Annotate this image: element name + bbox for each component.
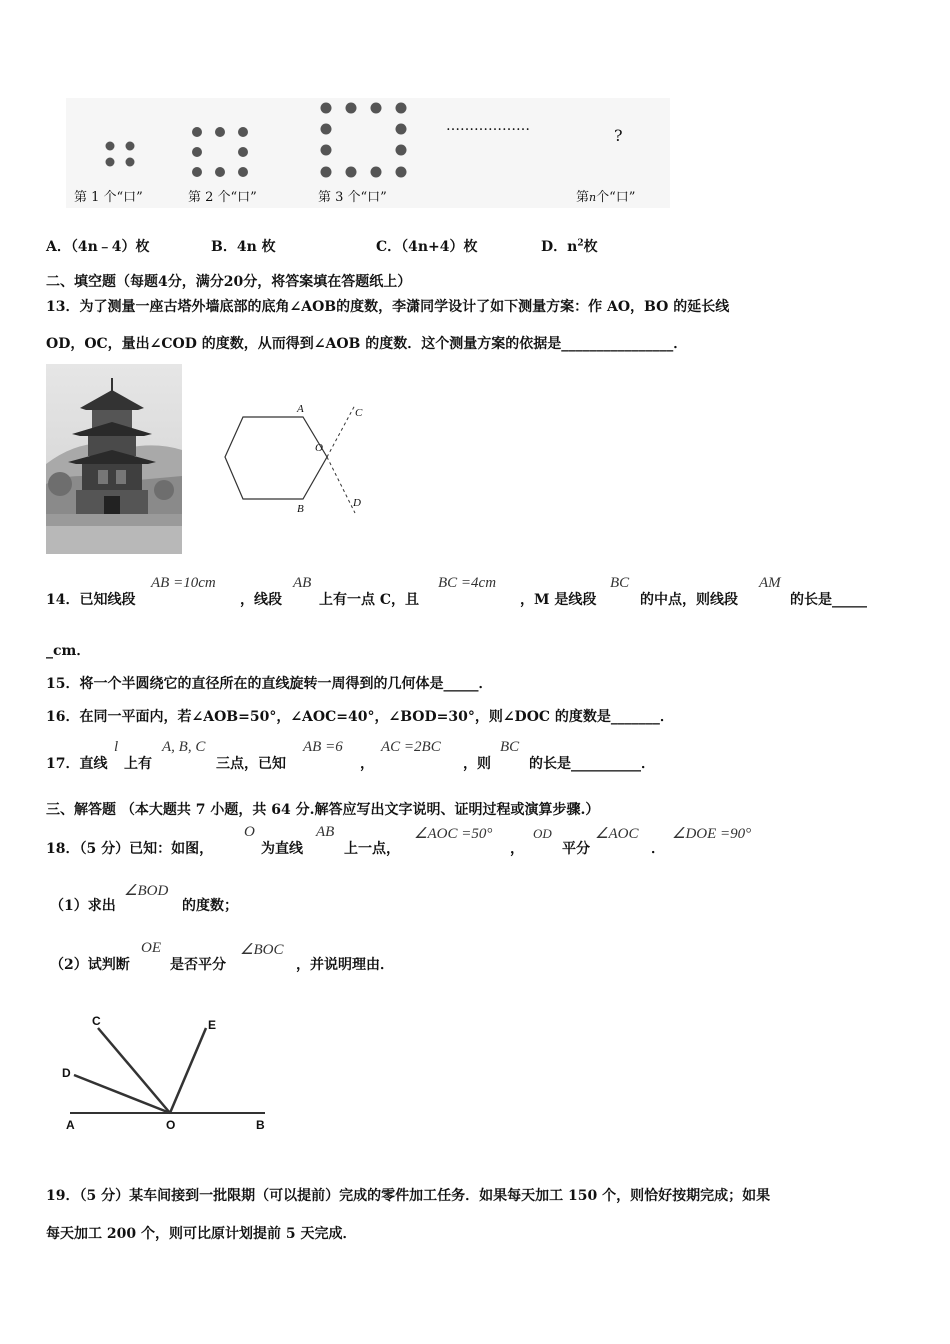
q18-sub2-suffix: ，并说明理由． <box>296 957 394 973</box>
q18-sub1-prefix: （1）求出 <box>50 898 116 914</box>
q18-angle-figure <box>60 1010 280 1140</box>
dot <box>192 127 202 137</box>
q18-text-3: 上一点， <box>344 841 400 857</box>
q17-math-l: l <box>114 739 119 755</box>
q17-math-bc: BC <box>500 739 520 755</box>
dot <box>126 142 135 151</box>
q12-option-c: C．（4n+4）枚 <box>376 239 478 255</box>
q16-text: 16．在同一平面内，若∠AOB=50°，∠AOC=40°，∠BOD=30°，则∠DOC 的度数是_______． <box>46 709 674 725</box>
dot <box>238 127 248 137</box>
section-3-heading: 三、解答题 （本大题共 7 小题，共 64 分.解答应写出文字说明、证明过程或演算步骤.） <box>46 802 600 818</box>
q18-text-5: 平分 <box>562 841 590 857</box>
q15-text: 15．将一个半圆绕它的直径所在的直线旋转一周得到的几何体是_____． <box>46 676 493 692</box>
pattern-label-n-prefix: 第 <box>576 190 590 205</box>
dot <box>106 142 115 151</box>
q13-line1: 13．为了测量一座古塔外墙底部的底角∠AOB的度数，李潇同学设计了如下测量方案：作 AO，BO 的延长线 <box>46 299 730 315</box>
q18-sub2-math-boc: ∠BOC <box>240 942 284 958</box>
q14-text-1: 14．已知线段 <box>46 592 136 608</box>
q18-sub2-math-oe: OE <box>141 940 161 956</box>
q12-option-d-prefix: D．n <box>541 239 578 255</box>
q18-math-aoc: ∠AOC <box>595 826 639 842</box>
ray-od <box>74 1075 170 1113</box>
q17-text-6: 的长是__________． <box>529 756 655 772</box>
pattern-ellipsis: ……………… <box>446 118 530 134</box>
q18-text-6: ． <box>651 841 665 857</box>
q17-text-3: 三点，已知 <box>216 756 286 772</box>
q19-line2: 每天加工 200 个，则可比原计划提前 5 天完成． <box>46 1226 357 1242</box>
q18-math-doe90: ∠DOE =90° <box>672 826 752 842</box>
dot <box>215 127 225 137</box>
q14-math-am: AM <box>759 575 781 591</box>
dot <box>192 147 202 157</box>
q14-math-bc4: BC =4cm <box>438 575 497 591</box>
q12-option-d <box>541 236 598 256</box>
pattern-label-3: 第 3 个“口” <box>318 190 387 205</box>
q18-math-ab: AB <box>316 824 335 840</box>
pagoda-svg <box>46 364 182 554</box>
hex-label-a: A <box>297 403 304 415</box>
extension-oc <box>327 405 355 457</box>
q13-line2: OD，OC，量出∠COD 的度数，从而得到∠AOB 的度数．这个测量方案的依据是________________． <box>46 336 688 352</box>
dot <box>396 167 407 178</box>
ray-oc <box>98 1028 170 1113</box>
extension-od <box>327 457 355 513</box>
q18-math-od: OD <box>533 826 552 841</box>
dot <box>215 167 225 177</box>
hexagon-svg <box>215 395 375 525</box>
q14-math-ab: AB <box>293 575 312 591</box>
q12-option-a: A．（4n﹣4）枚 <box>46 239 150 255</box>
q18-math-aoc50: ∠AOC =50° <box>414 826 493 842</box>
dot <box>321 103 332 114</box>
hexagon-shape <box>225 417 327 499</box>
q17-text-4: ， <box>360 756 374 772</box>
dot <box>321 167 332 178</box>
dot <box>396 124 407 135</box>
q14-text-3: 上有一点 C，且 <box>319 592 420 608</box>
pagoda-photo <box>46 364 182 554</box>
q18-sub2-prefix: （2）试判断 <box>50 957 130 973</box>
q17-text-5: ，则 <box>463 756 491 772</box>
pattern-question: ? <box>614 126 623 145</box>
pattern-label-n <box>576 186 635 205</box>
dot <box>346 167 357 178</box>
dot <box>238 167 248 177</box>
dot <box>192 167 202 177</box>
q18-text-2: 为直线 <box>261 841 303 857</box>
q12-option-d-sup: 2 <box>577 238 584 249</box>
q14-math-ab10: AB =10cm <box>151 575 216 591</box>
dot <box>346 103 357 114</box>
pattern-figure <box>66 98 670 208</box>
hex-label-c: C <box>355 407 363 419</box>
dot <box>321 145 332 156</box>
dot <box>371 167 382 178</box>
pattern-label-1: 第 1 个“口” <box>74 190 143 205</box>
hexagon-figure <box>215 395 375 525</box>
pattern-label-2: 第 2 个“口” <box>188 190 257 205</box>
hex-label-b: B <box>297 503 304 515</box>
fig-label-e: E <box>208 1018 217 1032</box>
fig-label-c: C <box>92 1014 101 1028</box>
q12-option-d-suffix: 枚 <box>583 239 598 255</box>
dot <box>396 145 407 156</box>
q19-line1: 19．（5 分）某车间接到一批限期（可以提前）完成的零件加工任务．如果每天加工 150 个，则恰好按期完成；如果 <box>46 1188 771 1204</box>
q18-math-o: O <box>244 824 255 840</box>
dot <box>321 124 332 135</box>
q17-text-2: 上有 <box>124 756 152 772</box>
hex-label-o: O <box>315 442 323 454</box>
q14-text-4: ，M 是线段 <box>520 592 597 608</box>
q14-line2: _cm． <box>46 643 91 659</box>
q12-option-b: B．4n 枚 <box>211 239 276 255</box>
fig-label-b: B <box>256 1118 265 1132</box>
fig-label-a: A <box>66 1118 75 1132</box>
dot <box>238 147 248 157</box>
ray-oe <box>170 1028 206 1113</box>
dot <box>396 103 407 114</box>
q18-sub1-math: ∠BOD <box>124 883 169 899</box>
q17-math-ab6: AB =6 <box>303 739 343 755</box>
hex-label-d: D <box>353 497 361 509</box>
pattern-label-n-var: n <box>589 191 597 204</box>
fig-label-o: O <box>166 1118 176 1132</box>
dot <box>106 158 115 167</box>
fig-label-d: D <box>62 1066 71 1080</box>
q17-text-1: 17．直线 <box>46 756 108 772</box>
q18-text-1: 18．（5 分）已知：如图， <box>46 841 214 857</box>
pattern-label-n-suffix: 个“口” <box>596 190 636 205</box>
dot <box>126 158 135 167</box>
q14-math-bc: BC <box>610 575 630 591</box>
section-2-heading: 二、填空题（每题4分，满分20分，将答案填在答题纸上） <box>46 274 412 290</box>
q18-sub2-mid: 是否平分 <box>170 957 226 973</box>
q17-math-abc: A, B, C <box>162 739 206 755</box>
q17-math-ac2bc: AC =2BC <box>381 739 441 755</box>
q14-text-5: 的中点，则线段 <box>640 592 738 608</box>
q14-text-6: 的长是_____ <box>790 592 867 608</box>
dot <box>371 103 382 114</box>
q18-sub1-suffix: 的度数； <box>182 898 238 914</box>
q14-text-2: ，线段 <box>240 592 282 608</box>
q18-text-4: ， <box>510 841 524 857</box>
